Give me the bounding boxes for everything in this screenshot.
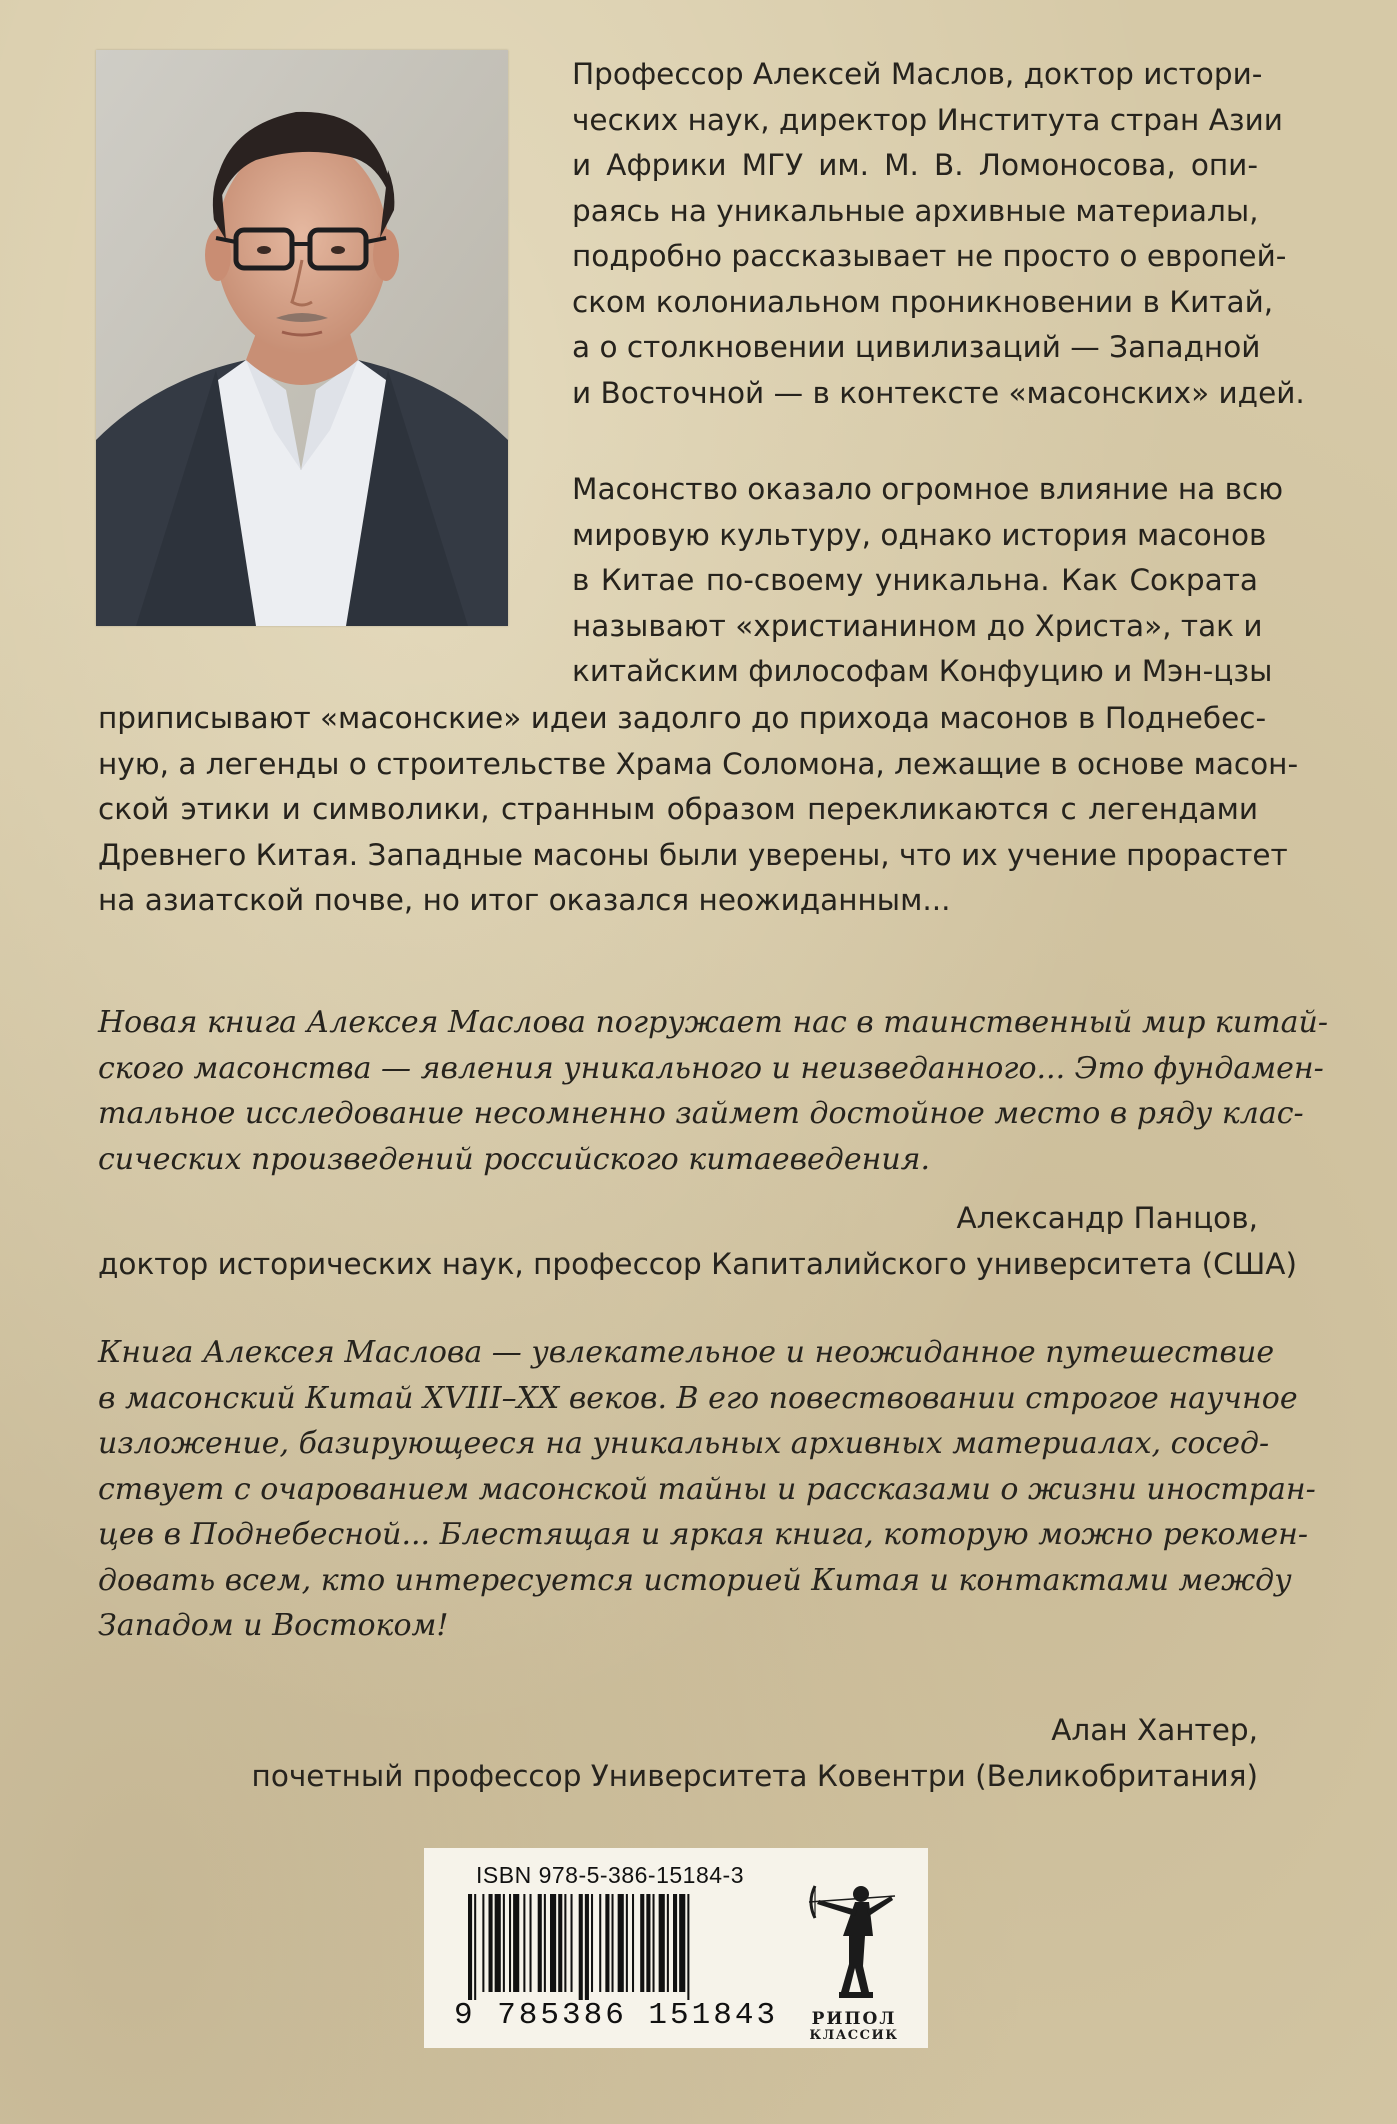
text-line: Западом и Востоком! [98, 1608, 449, 1643]
reviewer-name: Александр Панцов, [956, 1201, 1258, 1235]
review-signature-hunter [98, 1708, 1258, 1799]
publisher-name: РИПОЛ [811, 2009, 897, 2029]
text-line: раясь на уникальные архивные материалы, [572, 193, 1259, 228]
barcode-bar [503, 1894, 505, 1992]
barcode-bar [558, 1894, 562, 1992]
barcode-bar [612, 1894, 614, 1992]
barcode-panel [424, 1848, 928, 2048]
main-paragraph-top [572, 467, 1284, 695]
barcode-bar [489, 1894, 493, 1992]
text-line: и Восточной — в контексте «масонских» идей. [572, 375, 1305, 410]
text-line: и Африки МГУ им. М. В. Ломоносова, опи- [572, 148, 1258, 182]
barcode-bar [673, 1894, 677, 1992]
text-line: приписывают «масонские» идеи задолго до прихода масонов в Поднебес- [98, 701, 1267, 735]
text-line: подробно рассказывает не просто о европей- [572, 239, 1287, 273]
text-line: тальное исследование несомненно займет достойное место в ряду клас- [98, 1096, 1304, 1131]
review-signature-pantsov [98, 1196, 1297, 1287]
barcode-bar [509, 1894, 511, 1992]
reviewer-title: почетный профессор Университета Ковентри (Великобритания) [251, 1758, 1258, 1793]
text-line: в масонский Китай XVIII–XX веков. В его повествовании строгое научное [98, 1380, 1298, 1416]
text-line: ческих наук, директор Института стран Азии [572, 102, 1283, 137]
barcode-bar [632, 1894, 634, 1992]
text-line: ском колониальном проникновении в Китай, [572, 284, 1274, 319]
text-line: Новая книга Алексея Маслова погружает нас в таинственный мир китай- [98, 1005, 1328, 1040]
text-line: Масонство оказало огромное влияние на всю [572, 472, 1284, 506]
barcode-bar [605, 1894, 609, 1992]
barcode-bar [640, 1894, 644, 1992]
text-line: китайским философам Конфуцию и Мэн-цзы [572, 654, 1273, 688]
barcode-bar [564, 1894, 566, 1992]
barcode-bar [468, 1894, 472, 2000]
text-line: ную, а легенды о строительстве Храма Соломона, лежащие в основе масон- [98, 746, 1299, 781]
isbn-text: ISBN 978-5-386-15184-3 [476, 1862, 744, 1888]
barcode-bars [468, 1894, 768, 2000]
barcode-bar [618, 1894, 624, 1992]
author-portrait-photo [96, 50, 508, 626]
barcode-digits: 9 785386 151843 [454, 1998, 779, 2033]
barcode-bar [495, 1894, 501, 1992]
barcode-bar [530, 1894, 532, 1992]
archer-statue-icon [799, 1866, 909, 2006]
text-line: ской этики и символики, странным образом перекликаются с легендами [98, 792, 1258, 826]
barcode-bar [646, 1894, 650, 1992]
text-line: довать всем, кто интересуется историей Китая и контактами между [98, 1562, 1292, 1598]
barcode-bar [659, 1894, 665, 1992]
main-paragraph-bottom [98, 696, 1299, 924]
barcode-bar [523, 1894, 525, 1992]
barcode-bar [482, 1894, 484, 1992]
reviewer-name: Алан Хантер, [1051, 1713, 1258, 1747]
barcode-bar [599, 1894, 601, 1992]
publisher-subtitle: КЛАССИК [809, 2028, 899, 2043]
reviewer-title: доктор исторических наук, профессор Капиталийского университета (США) [98, 1246, 1297, 1281]
author-photo [96, 50, 508, 626]
text-line: Книга Алексея Маслова — увлекательное и неожиданное путешествие [98, 1335, 1275, 1370]
barcode-bar [550, 1894, 556, 1992]
barcode-bar [544, 1894, 546, 1992]
review-quote-hunter [98, 1330, 1316, 1649]
barcode-bar [687, 1894, 689, 2000]
text-line: ского масонства — явления уникального и неизведанного... Это фундамен- [98, 1050, 1324, 1086]
barcode-bar [513, 1894, 519, 1992]
text-line: мировую культуру, однако история масонов [572, 517, 1267, 552]
barcode-bar [679, 1894, 685, 1992]
barcode-bar [667, 1894, 669, 1992]
barcode-bar [538, 1894, 542, 1992]
barcode-bar [579, 1894, 583, 2000]
text-line: а о столкновении цивилизаций — Западной [572, 330, 1261, 364]
text-line: Древнего Китая. Западные масоны были уверены, что их учение прорастет [98, 837, 1288, 872]
barcode-bar [585, 1894, 589, 2000]
publisher-logo [799, 1866, 909, 2046]
barcode-bar [626, 1894, 628, 1992]
barcode-bar [571, 1894, 573, 1992]
text-line: в Китае по-своему уникальна. Как Сократа [572, 563, 1258, 597]
text-line: на азиатской почве, но итог оказался неожиданным... [98, 883, 951, 917]
intro-paragraph [572, 52, 1305, 416]
barcode-bar [653, 1894, 655, 1992]
text-line: сических произведений российского китаеведения. [98, 1141, 931, 1177]
barcode-bar [474, 1894, 476, 2000]
text-line: цев в Поднебесной... Блестящая и яркая книга, которую можно рекомен- [98, 1517, 1309, 1552]
text-line: ствует с очарованием масонской тайны и рассказами о жизни иностран- [98, 1471, 1316, 1507]
review-quote-pantsov [98, 1000, 1328, 1182]
text-line: Профессор Алексей Маслов, доктор истори- [572, 57, 1263, 91]
text-line: называют «христианином до Христа», так и [572, 608, 1263, 643]
barcode-bar [591, 1894, 593, 1992]
text-line: изложение, базирующееся на уникальных архивных материалах, сосед- [98, 1426, 1270, 1461]
